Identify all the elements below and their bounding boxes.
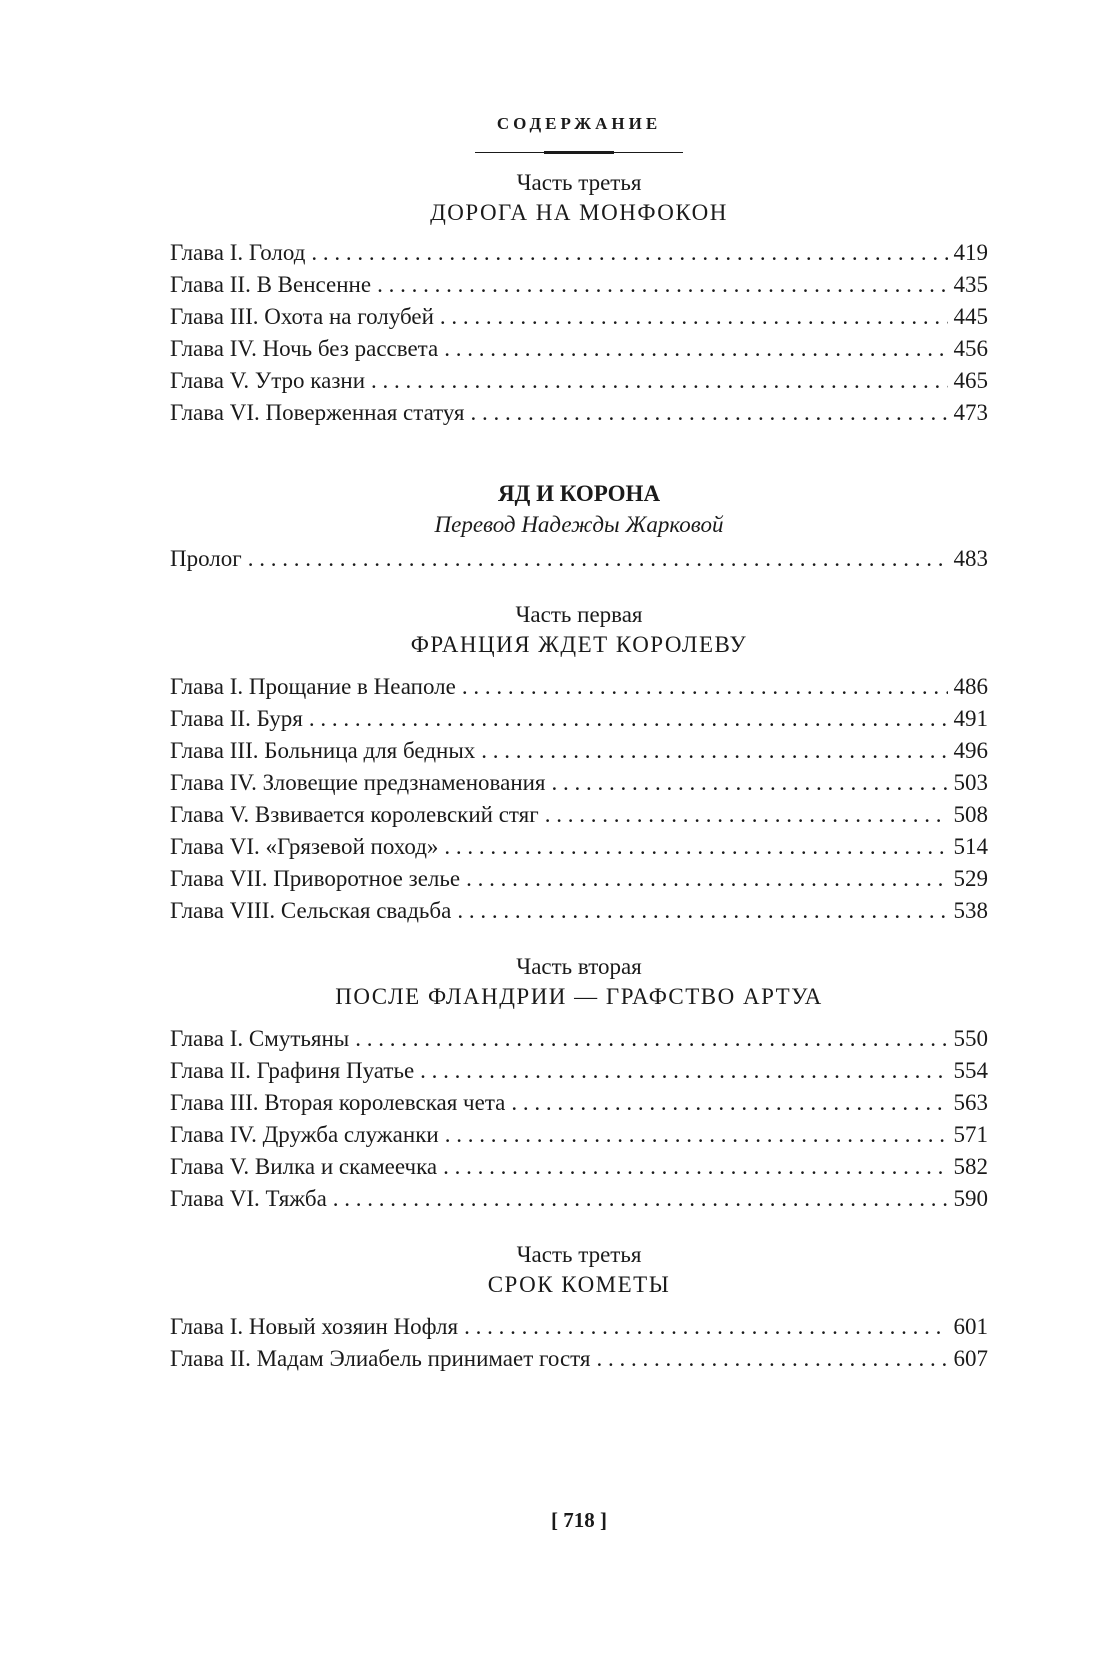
dot-leader: [464, 1314, 947, 1340]
toc-entry-title: Глава II. Графиня Пуатье: [170, 1058, 415, 1083]
section-part-title: СРОК КОМЕТЫ: [487, 1272, 671, 1297]
toc-entry-title: Глава V. Утро казни: [170, 368, 366, 393]
toc-entry: [170, 1058, 988, 1090]
toc-entry-title: Глава I. Прощание в Неаполе: [170, 674, 456, 699]
toc-entry-page: 491: [953, 706, 988, 731]
toc-entry-page: 419: [953, 240, 988, 265]
toc-entry-page: 571: [953, 1122, 988, 1147]
toc-entry-title: Глава III. Охота на голубей: [170, 304, 434, 329]
dot-leader: [377, 272, 947, 298]
dot-leader: [309, 706, 948, 732]
section-part-title: ПОСЛЕ ФЛАНДРИИ — ГРАФСТВО АРТУА: [335, 984, 823, 1009]
dot-leader: [545, 802, 948, 828]
toc-entry-page: 563: [953, 1090, 988, 1115]
dot-leader: [444, 336, 947, 362]
dot-leader: [311, 240, 947, 266]
toc-entry-title: Глава I. Голод: [170, 240, 306, 265]
toc-entry: [170, 304, 988, 336]
toc-entry-page: 590: [953, 1186, 988, 1211]
work-title: ЯД И КОРОНА: [497, 481, 661, 506]
dot-leader: [445, 1122, 948, 1148]
head-rule-accent: [544, 151, 614, 154]
toc-entry-page: 508: [953, 802, 988, 827]
toc-entry-title: Глава II. Мадам Элиабель принимает гостя: [170, 1346, 591, 1371]
toc-entry: [170, 1122, 988, 1154]
dot-leader: [371, 368, 947, 394]
section-part-label: Часть третья: [516, 170, 642, 195]
toc-entry: [170, 674, 988, 706]
dot-leader: [333, 1186, 948, 1212]
dot-leader: [596, 1346, 947, 1372]
dot-leader: [466, 866, 947, 892]
toc-entry-page: 486: [953, 674, 988, 699]
dot-leader: [248, 546, 948, 572]
toc-entry-title: Глава VII. Приворотное зелье: [170, 866, 461, 891]
running-head: СОДЕРЖАНИЕ: [496, 114, 662, 133]
toc-entry-page: 601: [953, 1314, 988, 1339]
dot-leader: [444, 834, 947, 860]
dot-leader: [481, 738, 947, 764]
toc-entry: [170, 368, 988, 400]
toc-entry-title: Глава II. В Венсенне: [170, 272, 372, 297]
toc-entry: [170, 738, 988, 770]
toc-entry-page: 550: [953, 1026, 988, 1051]
dot-leader: [457, 898, 947, 924]
toc-entry-title: Глава IV. Ночь без рассвета: [170, 336, 439, 361]
toc-entry: [170, 834, 988, 866]
toc-entry-page: 503: [953, 770, 988, 795]
toc-entry: [170, 240, 988, 272]
toc-entry: [170, 1186, 988, 1218]
dot-leader: [443, 1154, 947, 1180]
toc-entry-page: 554: [953, 1058, 988, 1083]
toc-entry-page: 473: [953, 400, 988, 425]
toc-entry-title: Глава III. Вторая королевская чета: [170, 1090, 506, 1115]
dot-leader: [470, 400, 947, 426]
toc-entry: [170, 706, 988, 738]
section-part-title: ФРАНЦИЯ ЖДЕТ КОРОЛЕВУ: [410, 632, 748, 657]
toc-entry-page: 483: [953, 546, 988, 571]
section-part-title: ДОРОГА НА МОНФОКОН: [430, 200, 728, 225]
translator-credit: Перевод Надежды Жарковой: [434, 512, 724, 537]
section-part-label: Часть первая: [515, 602, 643, 627]
toc-entry: [170, 1090, 988, 1122]
toc-entry-title: Глава VIII. Сельская свадьба: [170, 898, 452, 923]
page-number: [ 718 ]: [551, 1508, 607, 1532]
toc-entry: [170, 1154, 988, 1186]
toc-entry-title: Пролог: [170, 546, 242, 571]
section-part-label: Часть третья: [516, 1242, 642, 1267]
toc-entry-page: 435: [953, 272, 988, 297]
toc-entry: [170, 866, 988, 898]
toc-entry-title: Глава V. Взвивается королевский стяг: [170, 802, 539, 827]
toc-entry-title: Глава IV. Дружба служанки: [170, 1122, 439, 1147]
toc-entry-title: Глава I. Смутьяны: [170, 1026, 350, 1051]
toc-entry-page: 456: [953, 336, 988, 361]
toc-entry: [170, 400, 988, 432]
dot-leader: [355, 1026, 947, 1052]
toc-entry-page: 538: [953, 898, 988, 923]
toc-entry: [170, 1026, 988, 1058]
toc-entry: [170, 1346, 988, 1378]
toc-entry-title: Глава I. Новый хозяин Нофля: [170, 1314, 459, 1339]
toc-entry-title: Глава V. Вилка и скамеечка: [170, 1154, 438, 1179]
toc-entry-title: Глава II. Буря: [170, 706, 303, 731]
dot-leader: [440, 304, 948, 330]
toc-entry: [170, 802, 988, 834]
toc-entry: [170, 272, 988, 304]
toc-entry-title: Глава VI. «Грязевой поход»: [170, 834, 439, 859]
dot-leader: [552, 770, 948, 796]
toc-entry-page: 496: [953, 738, 988, 763]
dot-leader: [511, 1090, 947, 1116]
dot-leader: [420, 1058, 947, 1084]
toc-entry-prologue: [170, 546, 988, 578]
toc-entry-page: 514: [953, 834, 988, 859]
toc-entry-page: 529: [953, 866, 988, 891]
toc-entry: [170, 770, 988, 802]
dot-leader: [462, 674, 948, 700]
toc-entry-title: Глава VI. Поверженная статуя: [170, 400, 465, 425]
toc-entry-page: 465: [953, 368, 988, 393]
toc-entry-title: Глава VI. Тяжба: [170, 1186, 327, 1211]
toc-entry-page: 607: [953, 1346, 988, 1371]
toc-entry: [170, 336, 988, 368]
toc-entry-page: 582: [953, 1154, 988, 1179]
toc-entry-title: Глава IV. Зловещие предзнаменования: [170, 770, 546, 795]
toc-entry-title: Глава III. Больница для бедных: [170, 738, 476, 763]
toc-entry-page: 445: [953, 304, 988, 329]
section-part-label: Часть вторая: [516, 954, 642, 979]
toc-entry: [170, 1314, 988, 1346]
toc-entry: [170, 898, 988, 930]
